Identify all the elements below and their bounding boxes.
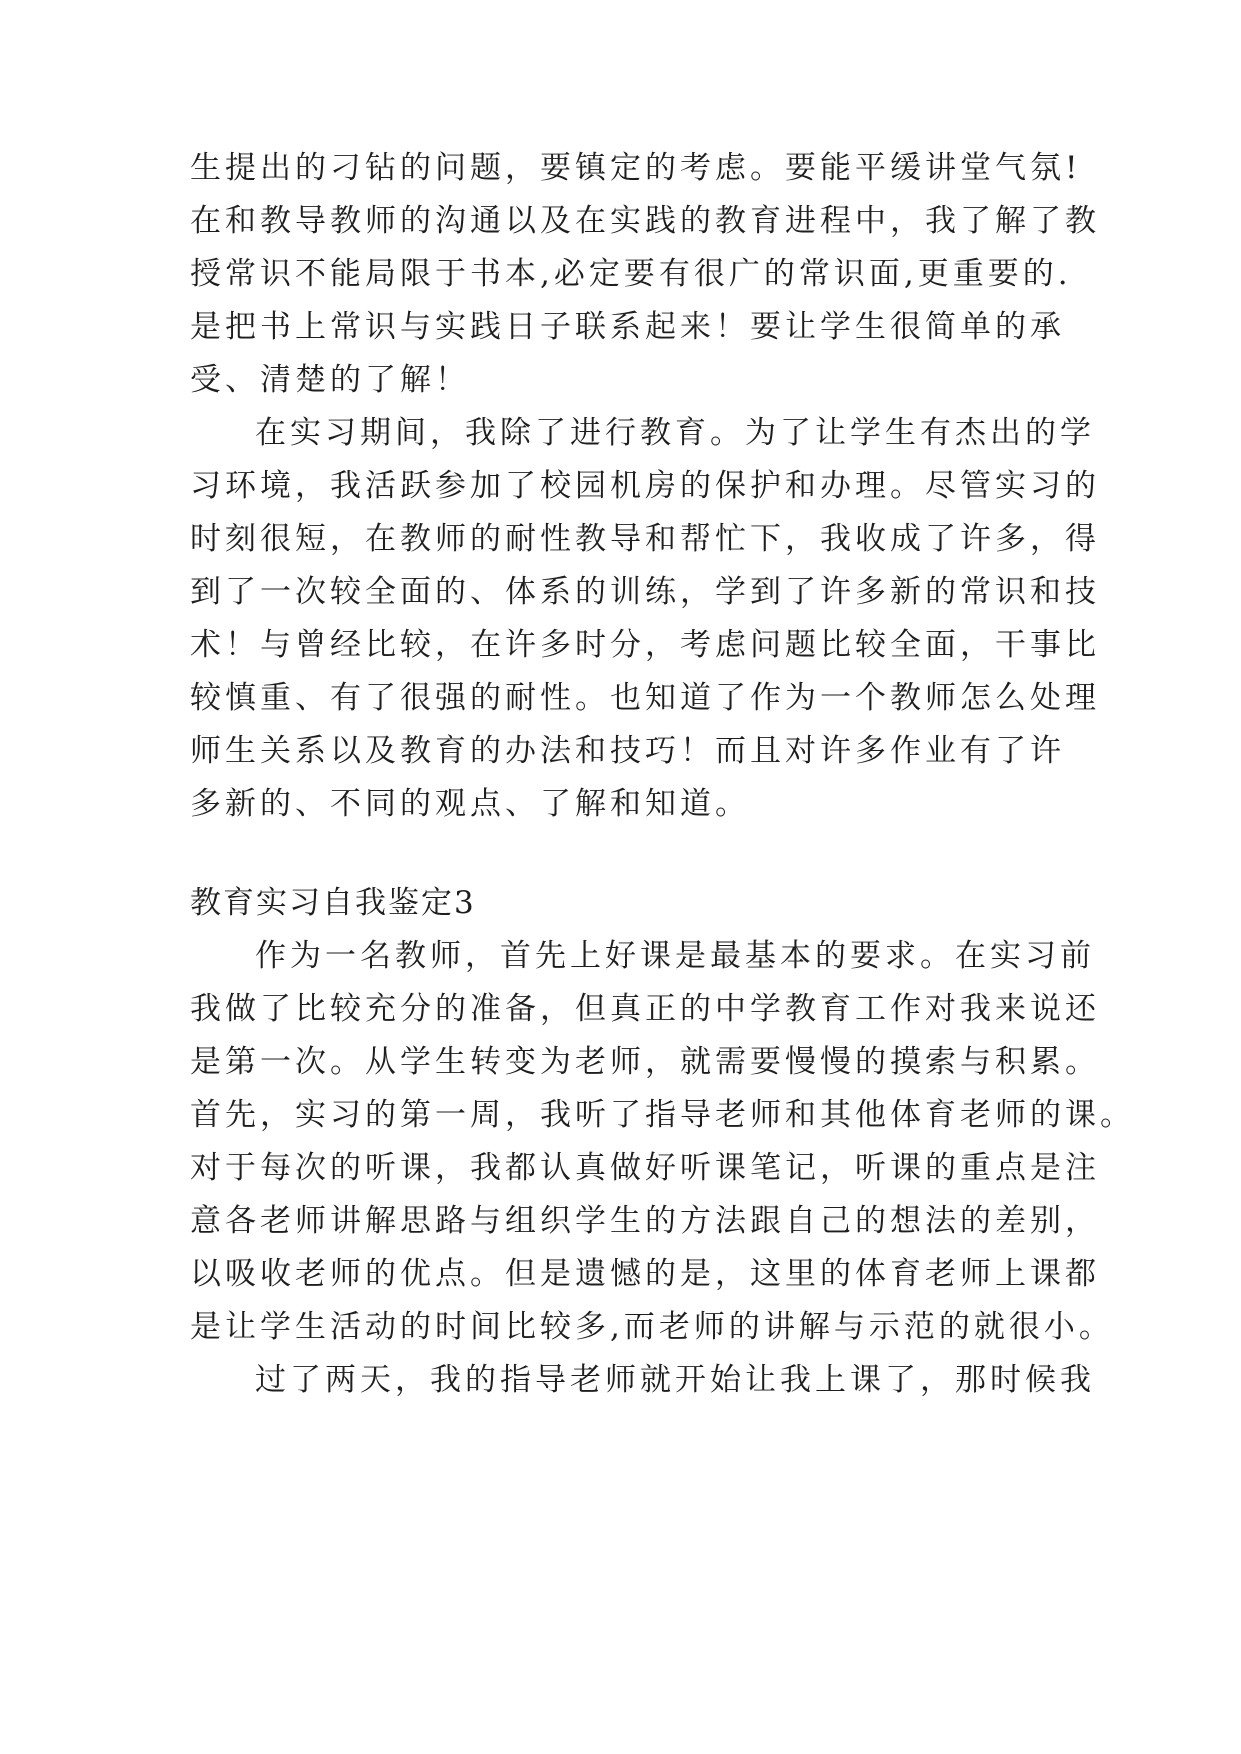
paragraph-line: 是把书上常识与实践日子联系起来！要让学生很简单的承 xyxy=(190,309,1065,345)
paragraph-line: 受、清楚的了解！ xyxy=(190,362,470,398)
paragraph-line: 是让学生活动的时间比较多,而老师的讲解与示范的就很小。 xyxy=(190,1309,1114,1345)
paragraph-line: 生提出的刁钻的问题，要镇定的考虑。要能平缓讲堂气氛! xyxy=(190,150,1082,186)
paragraph-line: 时刻很短，在教师的耐性教导和帮忙下，我收成了许多，得 xyxy=(190,521,1100,557)
paragraph-line: 较慎重、有了很强的耐性。也知道了作为一个教师怎么处理 xyxy=(190,680,1100,716)
section-heading: 教育实习自我鉴定3 xyxy=(190,885,476,921)
paragraph-line: 在实习期间，我除了进行教育。为了让学生有杰出的学 xyxy=(255,415,1095,451)
paragraph-line: 意各老师讲解思路与组织学生的方法跟自己的想法的差别， xyxy=(190,1203,1100,1239)
paragraph-line: 习环境，我活跃参加了校园机房的保护和办理。尽管实习的 xyxy=(190,468,1100,504)
paragraph-line: 过了两天，我的指导老师就开始让我上课了，那时候我 xyxy=(255,1362,1095,1398)
paragraph-line: 作为一名教师，首先上好课是最基本的要求。在实习前 xyxy=(255,938,1095,974)
paragraph-line: 授常识不能局限于书本,必定要有很广的常识面,更重要的. xyxy=(190,256,1072,292)
paragraph-line: 首先，实习的第一周，我听了指导老师和其他体育老师的课。 xyxy=(190,1097,1135,1133)
paragraph-line: 是第一次。从学生转变为老师，就需要慢慢的摸索与积累。 xyxy=(190,1044,1100,1080)
paragraph-line: 术！与曾经比较，在许多时分，考虑问题比较全面，干事比 xyxy=(190,627,1100,663)
paragraph-line: 我做了比较充分的准备，但真正的中学教育工作对我来说还 xyxy=(190,991,1100,1027)
paragraph-line: 师生关系以及教育的办法和技巧！而且对许多作业有了许 xyxy=(190,733,1065,769)
paragraph-line: 多新的、不同的观点、了解和知道。 xyxy=(190,786,750,822)
paragraph-line: 到了一次较全面的、体系的训练，学到了许多新的常识和技 xyxy=(190,574,1100,610)
paragraph-line: 对于每次的听课，我都认真做好听课笔记，听课的重点是注 xyxy=(190,1150,1100,1186)
paragraph-line: 以吸收老师的优点。但是遗憾的是，这里的体育老师上课都 xyxy=(190,1256,1100,1292)
paragraph-line: 在和教导教师的沟通以及在实践的教育进程中，我了解了教 xyxy=(190,203,1100,239)
